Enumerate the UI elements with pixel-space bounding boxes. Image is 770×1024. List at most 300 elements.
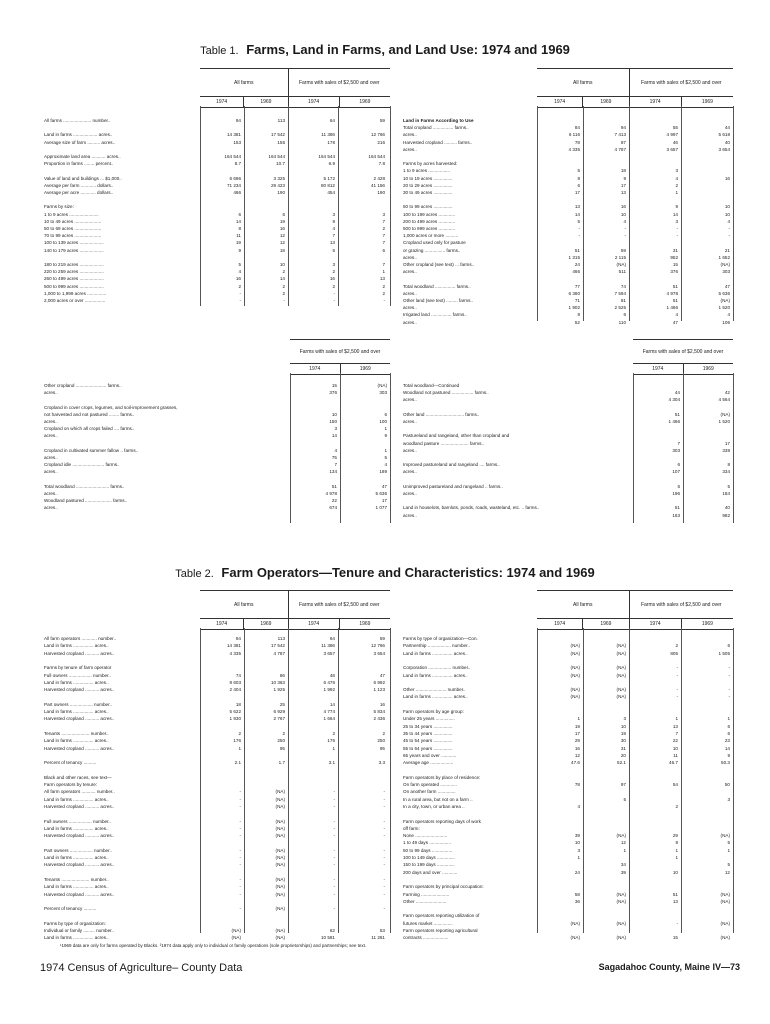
table-row: [44, 290, 394, 297]
cell-value: (NA): [616, 898, 626, 904]
cell-value: 216: [377, 139, 385, 145]
cell-value: 189: [379, 469, 387, 475]
cell-value: 10: [620, 723, 626, 729]
cell-value: 6: [677, 483, 680, 489]
table-row: [403, 483, 738, 490]
header-farms-with-sales: Farms with sales of $2,500 and over: [289, 69, 390, 97]
cell-value: 1 505: [718, 650, 730, 656]
table1-heading: Farms, Land in Farms, and Land Use: 1974 and 1969: [246, 42, 570, 57]
row-label: 500 to 999 acres .............: [403, 226, 456, 231]
cell-value: 1 466: [668, 419, 680, 424]
cell-value: 12 766: [370, 132, 385, 138]
row-label: acres..: [403, 397, 417, 403]
cell-value: 10: [279, 262, 285, 267]
cell-value: (NA): [616, 833, 626, 839]
table-row: [403, 189, 738, 196]
table-row: [403, 382, 738, 389]
cell-value: 2 428: [373, 175, 385, 181]
row-label: 70 to 99 acres .....................: [44, 233, 102, 239]
table-row: [403, 425, 738, 432]
cell-value: 47: [724, 283, 730, 289]
row-label: 140 to 179 acres ...................: [44, 247, 104, 253]
table-row: [403, 650, 738, 657]
cell-value: 1 466: [666, 305, 678, 311]
cell-value: 3 657: [323, 650, 335, 656]
row-label: woodland pasture ...................... farms..: [403, 440, 484, 446]
table-row: [44, 650, 394, 657]
row-label: acres..: [403, 254, 417, 260]
row-label: Farms by size:: [44, 204, 74, 210]
cell-value: -: [383, 884, 385, 890]
row-label: Land in farms ................ acres..: [403, 672, 468, 678]
cell-value: 74: [620, 283, 626, 289]
cell-value: -: [624, 233, 626, 239]
cell-value: 11 386: [321, 132, 335, 138]
cell-value: 6: [677, 462, 680, 468]
cell-value: 59: [379, 636, 385, 641]
cell-value: 6 929: [273, 709, 285, 714]
cell-value: -: [383, 825, 385, 831]
cell-value: 106: [722, 319, 730, 325]
cell-value: 15: [672, 262, 678, 267]
cell-value: 94: [235, 636, 241, 641]
table-row: [403, 297, 738, 304]
cell-value: -: [728, 233, 730, 239]
table-row: [44, 440, 394, 447]
row-label: contracts ....................: [403, 935, 449, 941]
cell-value: 4: [727, 218, 730, 224]
cell-value: 4 787: [273, 650, 285, 656]
cell-value: 4 304: [668, 397, 680, 403]
row-label: 2,000 acres or over ................: [44, 298, 106, 303]
cell-value: 1 077: [375, 505, 387, 511]
cell-value: 674: [329, 505, 337, 511]
row-label: acres..: [403, 290, 417, 296]
cell-value: 4 335: [568, 146, 580, 152]
row-label: Farm operators by principal occupation:: [403, 884, 484, 890]
cell-value: -: [383, 906, 385, 912]
row-label: Land in farms ................ acres..: [44, 679, 109, 685]
cell-value: 6: [382, 247, 385, 253]
cell-value: 5: [577, 218, 580, 224]
year-1969: 1969: [339, 97, 390, 107]
cell-value: (NA): [616, 935, 626, 941]
row-label: Land in farms ................ acres..: [44, 709, 109, 714]
cell-value: 3.3: [378, 760, 385, 766]
row-label: 200 to 499 acres .............: [403, 218, 456, 224]
cell-value: 5 172: [323, 175, 335, 181]
row-label: Other ........................: [403, 898, 447, 904]
row-label: 50 to 99 acres ...............: [403, 204, 453, 210]
cell-value: 5 622: [229, 709, 241, 714]
column-divider: [338, 106, 339, 306]
footer-county-page: Sagadahoc County, Maine IV—73: [598, 962, 740, 972]
cell-value: 5: [238, 262, 241, 267]
cell-value: 12: [620, 840, 626, 846]
cell-value: 71 234: [226, 182, 241, 188]
cell-value: 47: [381, 483, 387, 489]
cell-value: 303: [379, 390, 387, 396]
row-label: not harvested and not pastured ........ farms..: [44, 411, 135, 417]
cell-value: 3: [623, 716, 626, 722]
cell-value: [629, 796, 681, 803]
table-row: [403, 730, 738, 737]
cell-value: 454: [327, 190, 335, 195]
cell-value: 48: [329, 672, 335, 678]
row-label: Land in farms ................ acres..: [403, 650, 468, 656]
cell-value: 50.3: [721, 760, 730, 766]
cell-value: (NA): [616, 891, 626, 897]
cell-value: -: [728, 694, 730, 700]
cell-value: -: [333, 825, 335, 831]
table-row: [403, 311, 738, 318]
table-row: [44, 268, 394, 275]
cell-value: 19: [620, 730, 626, 736]
table-row: [403, 418, 738, 425]
header-all-farms: All farms: [200, 591, 288, 619]
cell-value: 29: [672, 833, 678, 839]
cell-value: 2 115: [614, 254, 626, 260]
table-row: [44, 774, 394, 781]
cell-value: 6: [384, 411, 387, 417]
table-row: [403, 504, 738, 511]
table-row: [44, 490, 394, 497]
row-label: Harvested cropland ........... acres..: [44, 833, 115, 839]
cell-value: 1: [675, 855, 678, 860]
column-divider: [629, 628, 630, 933]
table-row: [44, 920, 394, 927]
table-row: [44, 461, 394, 468]
cell-value: 1.7: [278, 760, 285, 766]
cell-value: 100: [379, 419, 387, 424]
year-1969: 1969: [243, 97, 287, 107]
table-row: [403, 211, 738, 218]
cell-value: -: [333, 298, 335, 303]
row-label: Farm operators reporting days of work: [403, 818, 481, 824]
column-divider: [733, 106, 734, 321]
cell-value: 16: [279, 226, 285, 231]
table-row: [403, 404, 738, 411]
cell-value: 2: [238, 730, 241, 736]
row-label: Harvested cropland ........... acres..: [44, 745, 115, 751]
column-divider: [244, 628, 245, 933]
cell-value: 9: [238, 247, 241, 253]
cell-value: (NA): [275, 818, 285, 824]
row-label: 200 days and over ............: [403, 869, 458, 875]
row-label: Farm operators by place of residence:: [403, 774, 481, 780]
row-label: Full owners .................. number..: [44, 818, 111, 824]
cell-value: 13: [574, 204, 580, 210]
table-row: [403, 861, 738, 868]
cell-value: (NA): [616, 262, 626, 267]
table-row: [44, 672, 394, 679]
row-label: Full owners .................. number..: [44, 672, 111, 678]
table-row: [403, 679, 738, 686]
cell-value: 31: [620, 745, 626, 751]
year-1974: 1974: [216, 99, 228, 105]
cell-value: 376: [329, 390, 337, 396]
cell-value: 2: [382, 730, 385, 736]
year-1974: 1974: [216, 621, 228, 627]
cell-value: 190: [377, 190, 385, 195]
table-row: [44, 759, 394, 766]
row-label: Farm operators reporting utilization of: [403, 913, 480, 919]
cell-value: (NA): [616, 665, 626, 671]
cell-value: 2: [382, 226, 385, 231]
row-label: Farms by acres harvested:: [403, 161, 458, 167]
row-label: Farm operators reporting agricultural: [403, 928, 478, 933]
cell-value: 1: [384, 426, 387, 432]
row-label: Partnership .................. number..: [403, 643, 470, 649]
row-label: In a city, town, or urban area ..: [403, 803, 465, 809]
table-row: [403, 810, 738, 817]
column-divider: [390, 106, 391, 306]
row-label: Harvested cropland ........... acres..: [44, 862, 115, 868]
cell-value: -: [333, 876, 335, 882]
cell-value: -: [578, 233, 580, 239]
table-row: [44, 788, 394, 795]
row-label: acres..: [403, 512, 417, 518]
cell-value: 12 766: [370, 643, 385, 649]
row-label: Cropland in cover crops, legumes, and soil-improvement grasses,: [44, 404, 178, 410]
cell-value: 13: [620, 190, 626, 195]
year-1969: 1969: [681, 619, 733, 629]
cell-value: 376: [670, 269, 678, 275]
row-label: Unimproved pastureland and rangeland .. farms..: [403, 483, 503, 489]
table-row: [403, 847, 738, 854]
row-label: acres..: [403, 269, 417, 275]
cell-value: 2: [332, 283, 335, 289]
table-row: [403, 715, 738, 722]
row-label: Cropland used only for pasture: [403, 240, 466, 246]
cell-value: 13: [379, 276, 385, 282]
table-row: [403, 275, 738, 282]
row-label: Under 25 years ...............: [403, 716, 455, 722]
cell-value: 10 363: [270, 679, 285, 685]
cell-value: -: [383, 855, 385, 860]
cell-value: (NA): [720, 298, 730, 303]
cell-value: 7: [382, 262, 385, 267]
cell-value: -: [383, 796, 385, 802]
header-farms-with-sales: Farms with sales of $2,500 and over: [289, 591, 390, 619]
cell-value: 1 925: [273, 687, 285, 693]
row-label: 10 to 49 acres .....................: [44, 218, 102, 224]
row-label: 35 to 44 years ...............: [403, 730, 453, 736]
cell-value: 6 116: [568, 132, 580, 138]
cell-value: 184: [722, 491, 730, 496]
cell-value: 14: [329, 701, 335, 707]
cell-value: -: [624, 226, 626, 231]
table-row: [403, 883, 738, 890]
cell-value: 164 544: [224, 154, 241, 159]
cell-value: (NA): [616, 694, 626, 700]
cell-value: 5: [577, 168, 580, 174]
cell-value: 11: [673, 752, 678, 758]
table-row: [403, 869, 738, 876]
row-label: Average per acre ............ dollars..: [44, 190, 114, 195]
cell-value: (NA): [616, 650, 626, 656]
cell-value: -: [728, 226, 730, 231]
cell-value: (NA): [616, 643, 626, 649]
cell-value: 54: [672, 782, 678, 787]
cell-value: 8: [577, 312, 580, 318]
cell-value: -: [676, 226, 678, 231]
cell-value: 2: [282, 730, 285, 736]
cell-value: 87: [620, 139, 626, 145]
row-label: Land in houselots, barnlots, ponds, roads, wasteland, etc. .. farms..: [403, 505, 540, 511]
cell-value: 164 544: [318, 154, 335, 159]
cell-value: 42: [724, 390, 730, 396]
table-row: [44, 825, 394, 832]
table1-lower-left-header: [290, 339, 390, 375]
year-1969: 1969: [582, 619, 628, 629]
cell-value: 2: [238, 283, 241, 289]
table-row: [403, 832, 738, 839]
table-row: [403, 254, 738, 261]
row-label: Harvested cropland .......... farms..: [403, 139, 473, 145]
cell-value: -: [333, 290, 335, 296]
cell-value: 40: [724, 139, 730, 145]
row-label: All farm operators ............ number..: [44, 636, 116, 641]
cell-value: 4 335: [229, 650, 241, 656]
cell-value: -: [383, 876, 385, 882]
column-divider: [200, 106, 201, 306]
table-row: [403, 766, 738, 773]
column-divider: [681, 628, 682, 933]
cell-value: 13: [329, 240, 335, 246]
table-row: [44, 189, 394, 196]
row-label: Percent of tenancy ..........: [44, 906, 97, 912]
row-label: acres..: [403, 132, 417, 138]
cell-value: 9: [332, 218, 335, 224]
cell-value: 10.7: [276, 161, 285, 167]
cell-value: 1: [332, 745, 335, 751]
cell-value: 7: [382, 240, 385, 246]
cell-value: -: [239, 847, 241, 853]
cell-value: 4: [238, 269, 241, 275]
row-label: Farming ......................: [403, 891, 450, 897]
cell-value: -: [728, 687, 730, 693]
cell-value: 4 997: [666, 132, 678, 138]
column-divider: [288, 628, 289, 933]
cell-value: 176: [233, 738, 241, 744]
cell-value: 1: [577, 716, 580, 722]
cell-value: -: [239, 884, 241, 890]
cell-value: -: [239, 789, 241, 795]
table-row: [44, 686, 394, 693]
cell-value: 13: [672, 723, 678, 729]
cell-value: 3.1: [328, 760, 335, 766]
cell-value: 51: [674, 411, 680, 417]
table1-left-header: [200, 68, 390, 108]
cell-value: -: [383, 891, 385, 897]
row-label: acres..: [403, 146, 417, 152]
row-label: Total woodland—Continued: [403, 383, 460, 388]
cell-value: 59: [620, 247, 626, 253]
cell-value: [681, 182, 733, 189]
row-label: futures market ...............: [403, 920, 453, 926]
cell-value: 4: [384, 462, 387, 468]
cell-value: [629, 861, 681, 868]
table1-right-header: [537, 68, 733, 108]
table-row: [403, 261, 738, 268]
row-label: Land in farms ................ acres..: [44, 935, 109, 941]
year-1974: 1974: [649, 621, 661, 627]
row-label: acres..: [44, 433, 58, 439]
year-1969: 1969: [582, 97, 628, 107]
row-label: Average per farm ............ dollars..: [44, 182, 114, 188]
cell-value: 3: [727, 796, 730, 802]
table-row: [403, 131, 738, 138]
cell-value: (NA): [231, 935, 241, 941]
table-row: [403, 934, 738, 941]
cell-value: 18: [620, 168, 626, 174]
cell-value: 5: [384, 455, 387, 460]
table-row: [403, 290, 738, 297]
cell-value: 250: [277, 738, 285, 744]
cell-value: 6 360: [568, 290, 580, 296]
cell-value: -: [239, 290, 241, 296]
cell-value: -: [333, 884, 335, 890]
cell-value: 6: [727, 723, 730, 729]
cell-value: 1: [384, 447, 387, 453]
cell-value: 10: [620, 211, 626, 217]
cell-value: 86: [279, 672, 285, 678]
row-label: 100 to 139 acres ...................: [44, 240, 104, 246]
table-row: [403, 411, 738, 418]
cell-value: [537, 861, 583, 868]
cell-value: 3 654: [718, 146, 730, 152]
table-row: [44, 934, 394, 941]
cell-value: 1 123: [373, 687, 385, 693]
cell-value: (NA): [720, 411, 730, 417]
cell-value: 3: [577, 847, 580, 853]
row-label: acres..: [403, 447, 417, 453]
row-label: Total woodland ................ farms..: [403, 283, 471, 289]
column-divider: [733, 628, 734, 933]
cell-value: 20: [620, 752, 626, 758]
cell-value: 14: [672, 211, 678, 217]
table1-lower-right-header: [633, 339, 733, 375]
cell-value: 84: [574, 125, 580, 131]
cell-value: 164 544: [368, 154, 385, 159]
cell-value: 1: [577, 855, 580, 860]
cell-value: 12: [724, 869, 730, 875]
row-label: 50 to 99 days ................: [403, 847, 453, 853]
table-row: [403, 920, 738, 927]
cell-value: -: [333, 862, 335, 868]
cell-value: 1 902: [568, 305, 580, 311]
cell-value: 14 381: [226, 132, 241, 138]
cell-value: -: [333, 833, 335, 839]
cell-value: 46.7: [669, 760, 678, 766]
cell-value: -: [676, 920, 678, 926]
cell-value: -: [676, 694, 678, 700]
cell-value: 1: [382, 269, 385, 275]
table-row: [44, 781, 394, 788]
row-label: acres..: [403, 469, 417, 475]
table-row: [44, 723, 394, 730]
cell-value: 81: [620, 298, 626, 303]
row-label: 10 to 19 acres ...............: [403, 175, 453, 181]
cell-value: (NA): [275, 862, 285, 868]
table-row: [44, 737, 394, 744]
cell-value: 2 525: [614, 305, 626, 311]
cell-value: [583, 854, 629, 861]
cell-value: 6 696: [229, 175, 241, 181]
table-row: [403, 723, 738, 730]
cell-value: 16: [574, 745, 580, 751]
